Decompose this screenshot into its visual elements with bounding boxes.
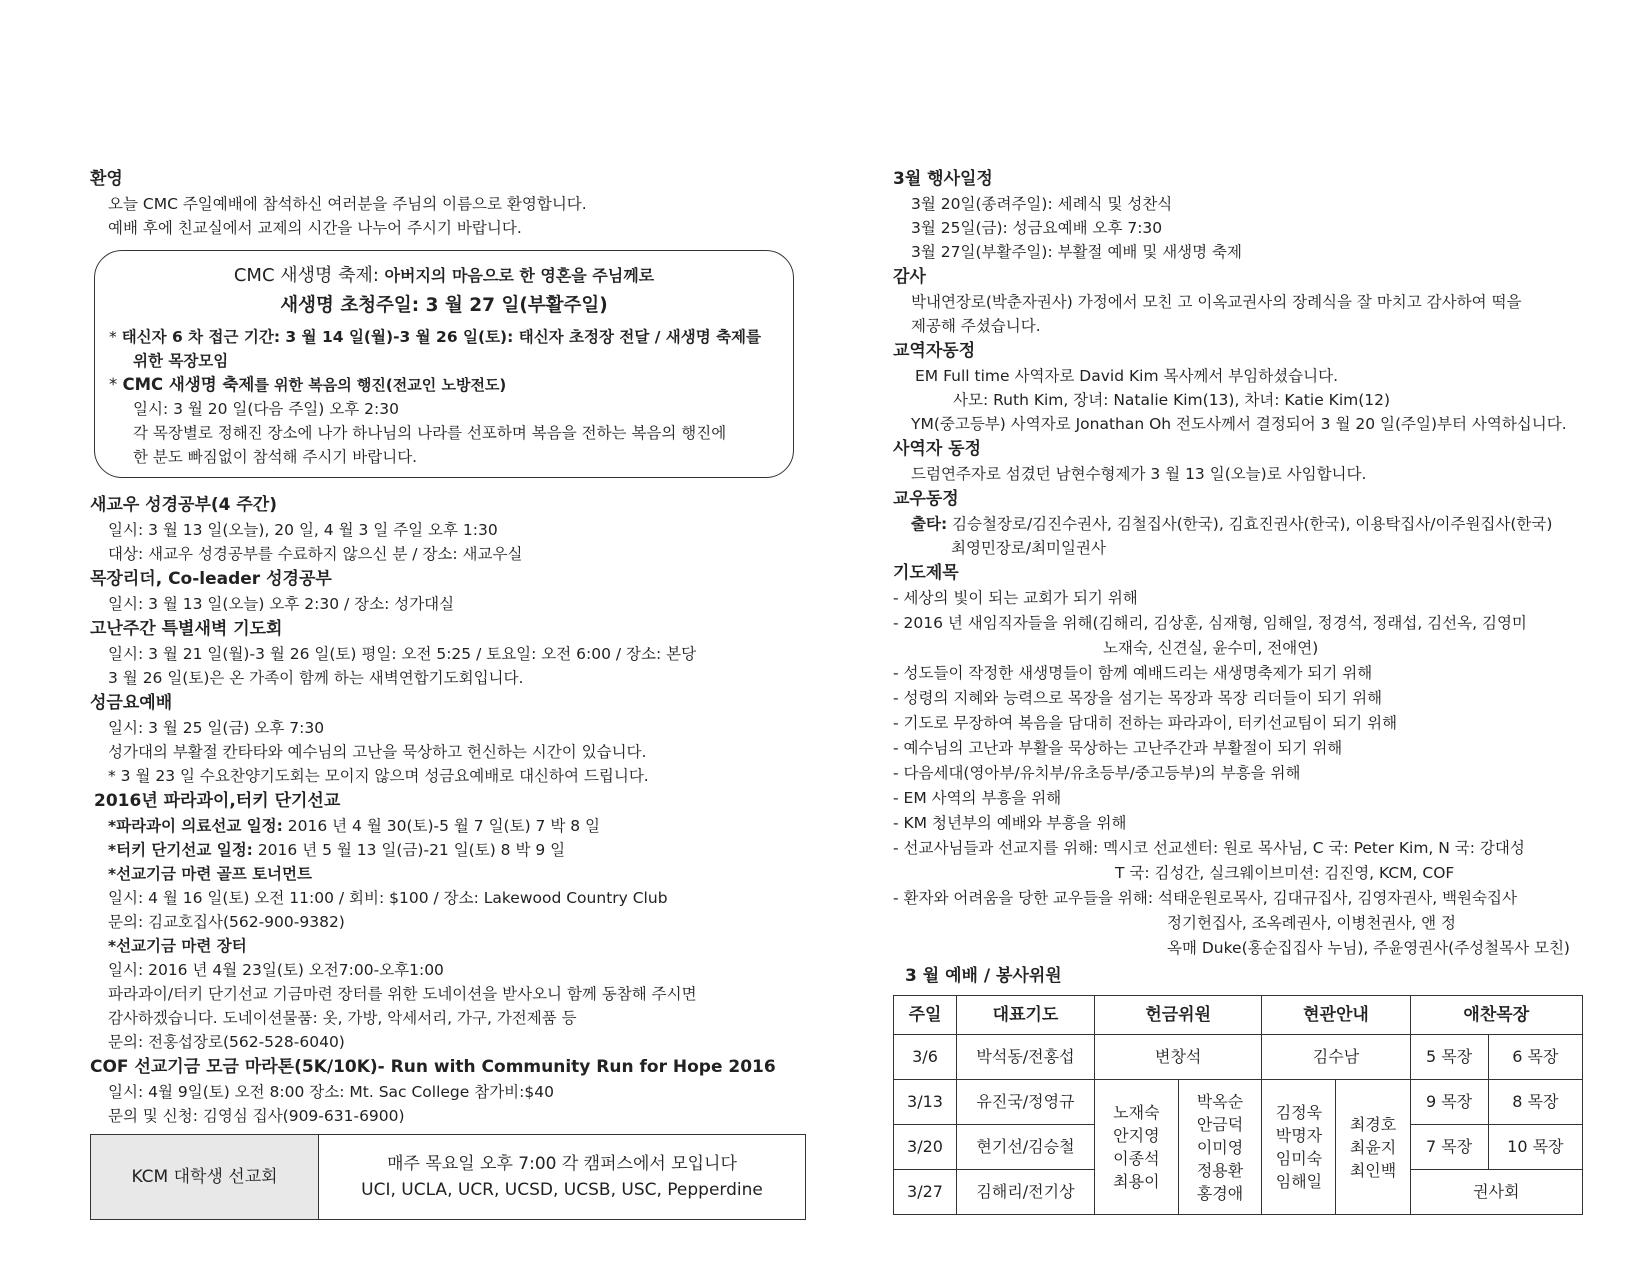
cell-date: 3/13: [894, 1080, 957, 1125]
name: 홍경애: [1196, 1183, 1244, 1203]
kcm-table: [90, 1134, 806, 1220]
section-title: 기도제목: [893, 563, 959, 583]
cell-meal: 6 목장: [1488, 1035, 1582, 1080]
text-line: 감사하겠습니다. 도네이션물품: 옷, 가방, 악세서리, 가구, 가전제품 등: [108, 1009, 577, 1027]
mission-section: [90, 788, 810, 1054]
value: 김승철장로/김진수권사, 김철집사(한국), 김효진권사(한국), 이용탁집사/이주원집사(한국): [947, 515, 1553, 533]
text-line: 문의: 김교호집사(562-900-9382): [108, 913, 345, 931]
text-line: 문의: 전홍섭장로(562-528-6040): [108, 1033, 345, 1051]
section-title: 2016년 파라과이,터키 단기선교: [94, 791, 341, 811]
name: 안금덕: [1196, 1114, 1244, 1134]
kcm-line: 매주 목요일 오후 7:00 각 캠퍼스에서 모입니다: [387, 1154, 737, 1174]
table-row: [894, 1080, 1583, 1125]
text-line: * 3 월 23 일 수요찬양기도회는 모이지 않으며 성금요예배로 대신하여 드립니다.: [108, 767, 649, 785]
section-title: COF 선교기금 모금 마라톤(5K/10K)- Run with Community Run for Hope 2016: [90, 1057, 776, 1077]
cell-prayer: 김해리/전기상: [957, 1170, 1095, 1215]
name: 최인백: [1349, 1160, 1397, 1180]
name: 최용이: [1113, 1172, 1160, 1191]
text-line: 3월 27일(부활주일): 부활절 예배 및 새생명 축제: [911, 243, 1243, 261]
mission-paraguay: [90, 814, 810, 838]
box-item-rest: 를 위한 복음의 행진(전교인 노방전도): [254, 376, 507, 394]
box-item-text: 위한 목장모임: [133, 352, 229, 370]
staff-news-section: [893, 338, 1613, 436]
box-item-cont: [109, 349, 779, 373]
text-line: 박내연장로(박춘자권사) 가정에서 모친 고 이옥교권사의 장례식을 잘 마치고 감사하여 떡을: [911, 293, 1522, 311]
prayer-item-cont: 노재숙, 신견실, 윤수미, 전애연): [1103, 639, 1319, 657]
prayer-item: - 선교사님들과 선교지를 위해: 멕시코 선교센터: 원로 목사님, C 국: Peter Kim, N 국: 강대성: [893, 839, 1525, 857]
left-column: [90, 166, 810, 1220]
text-line: [893, 512, 1613, 536]
col-header: 현관안내: [1262, 996, 1410, 1035]
cell-meal: 7 목장: [1410, 1125, 1488, 1170]
cell-prayer: 박석동/전홍섭: [957, 1035, 1095, 1080]
text-line: 3월 25일(금): 성금요예배 오후 7:30: [911, 219, 1163, 237]
section-title: 새교우 성경공부(4 주간): [90, 495, 278, 515]
text-line: 한 분도 빠짐없이 참석해 주시기 바랍니다.: [133, 448, 418, 466]
text-line: 각 목장별로 정해진 장소에 나가 하나님의 나라를 선포하며 복음을 전하는 복음의 행진에: [133, 424, 727, 442]
col-header: 대표기도: [957, 996, 1095, 1035]
name: 안지영: [1113, 1126, 1160, 1145]
text-line: 일시: 3 월 13 일(오늘) 오후 2:30 / 장소: 성가대실: [108, 595, 455, 613]
text-line: 대상: 새교우 성경공부를 수료하지 않으신 분 / 장소: 새교우실: [108, 545, 523, 563]
dawn-prayer-section: [90, 616, 810, 690]
section-title: 목장리더, Co-leader 성경공부: [90, 569, 332, 589]
text-line: YM(중고등부) 사역자로 Jonathan Oh 전도사께서 결정되어 3 월 20 일(주일)부터 사역하십니다.: [911, 415, 1567, 433]
schedule-table: [893, 995, 1583, 1215]
prayer-section: [893, 560, 1613, 961]
cell-meal: 9 목장: [1410, 1080, 1488, 1125]
section-title: 감사: [893, 267, 926, 287]
label: *터키 단기선교 일정:: [108, 841, 253, 859]
box-item-bold: CMC 새생명 축제: [122, 375, 255, 394]
prayer-item: - 세상의 빛이 되는 교회가 되기 위해: [893, 589, 1138, 607]
name: 이종석: [1113, 1149, 1160, 1168]
cell-meal: 8 목장: [1488, 1080, 1582, 1125]
section-title: 성금요예배: [90, 693, 173, 713]
label: 출타:: [911, 515, 948, 533]
section-title: 교역자동정: [893, 341, 976, 361]
box-title: [109, 261, 779, 291]
bullet: *: [109, 328, 117, 346]
leader-bible-study: [90, 566, 810, 616]
bullet: *: [109, 375, 118, 394]
prayer-list: [893, 586, 1613, 961]
text-line: 문의 및 신청: 김영심 집사(909-631-6900): [108, 1107, 405, 1125]
box-title-rest: 아버지의 마음으로 한 영혼을 주님께로: [378, 266, 655, 285]
schedule-section: [893, 963, 1613, 1215]
cell-offering: 변창석: [1095, 1035, 1262, 1080]
prayer-item: - 성령의 지혜와 능력으로 목장을 섬기는 목장과 목장 리더들이 되기 위해: [893, 689, 1383, 707]
name: 이미영: [1196, 1137, 1244, 1157]
section-title: 환영: [90, 169, 123, 189]
text-line: 오늘 CMC 주일예배에 참석하신 여러분을 주님의 이름으로 환영합니다.: [108, 195, 587, 213]
text-line: 파라과이/터키 단기선교 기금마련 장터를 위한 도네이션을 받사오니 함께 동참해 주시면: [108, 985, 697, 1003]
prayer-item: - KM 청년부의 예배와 부흥을 위해: [893, 814, 1127, 832]
cell-offering-group-b: [1178, 1080, 1262, 1215]
box-item: [109, 325, 779, 349]
text-line: 일시: 4월 9일(토) 오전 8:00 장소: Mt. Sac College 참가비:$40: [108, 1083, 554, 1101]
new-life-festival-box: [94, 250, 794, 478]
text-line: 일시: 3 월 25 일(금) 오후 7:30: [108, 719, 325, 737]
prayer-item: - 예수님의 고난과 부활을 묵상하는 고난주간과 부활절이 되기 위해: [893, 739, 1343, 757]
cell-date: 3/6: [894, 1035, 957, 1080]
cell-usher-group-b: [1336, 1080, 1410, 1215]
subsection-title: *선교기금 마련 골프 토너먼트: [108, 865, 312, 883]
text-line: 사모: Ruth Kim, 장녀: Natalie Kim(13), 차녀: Katie Kim(12): [953, 391, 1391, 409]
prayer-item: - 환자와 어려움을 당한 교우들을 위해: 석태운원로목사, 김대규집사, 김영자권사, 백원숙집사: [893, 889, 1517, 907]
subsection-title: *선교기금 마련 장터: [108, 937, 247, 955]
marathon-section: [90, 1054, 810, 1128]
cell-usher: 김수남: [1262, 1035, 1410, 1080]
text-line: 일시: 3 월 20 일(다음 주일) 오후 2:30: [133, 400, 399, 418]
cell-offering-group-a: [1095, 1080, 1179, 1215]
mission-turkey: [90, 838, 810, 862]
cell-date: 3/20: [894, 1125, 957, 1170]
cell-meal: 권사회: [1410, 1170, 1582, 1215]
prayer-item: - 다음세대(영아부/유치부/유초등부/중고등부)의 부흥을 위해: [893, 764, 1301, 782]
text-line: 3월 20일(종려주일): 세례식 및 성찬식: [911, 195, 1173, 213]
prayer-item: - EM 사역의 부흥을 위해: [893, 789, 1062, 807]
cell-prayer: 현기선/김승철: [957, 1125, 1095, 1170]
col-header: 주일: [894, 996, 957, 1035]
section-title: 3 월 예배 / 봉사위원: [905, 966, 1062, 986]
prayer-item-cont: T 국: 김성간, 실크웨이브미션: 김진영, KCM, COF: [1115, 864, 1455, 882]
box-item: [109, 373, 779, 397]
table-header-row: [894, 996, 1583, 1035]
text-line: 제공해 주셨습니다.: [911, 317, 1041, 335]
section-title: 고난주간 특별새벽 기도회: [90, 619, 283, 639]
kcm-info: [319, 1135, 806, 1220]
cell-meal: 10 목장: [1488, 1125, 1582, 1170]
value: 2016 년 5 월 13 일(금)-21 일(토) 8 박 9 일: [252, 841, 566, 859]
prayer-item-cont: 옥매 Duke(홍순집집사 누님), 주윤영권사(주성철목사 모친): [1167, 939, 1570, 957]
minister-news-section: [893, 436, 1613, 486]
cell-prayer: 유진국/정영규: [957, 1080, 1095, 1125]
text-line: 최영민장로/최미일권사: [951, 539, 1106, 557]
prayer-item-cont: 정기헌집사, 조옥례권사, 이병천권사, 앤 정: [1167, 914, 1457, 932]
text-line: 일시: 4 월 16 일(토) 오전 11:00 / 회비: $100 / 장소: Lakewood Country Club: [108, 889, 668, 907]
thanks-section: [893, 264, 1613, 338]
table-row: [894, 1035, 1583, 1080]
col-header: 애찬목장: [1410, 996, 1582, 1035]
cell-usher-group-a: [1262, 1080, 1336, 1215]
text-line: 3 월 26 일(토)은 온 가족이 함께 하는 새벽연합기도회입니다.: [108, 669, 524, 687]
name: 정용환: [1196, 1160, 1244, 1180]
name: 최경호: [1349, 1114, 1397, 1134]
name: 김정욱: [1275, 1103, 1323, 1122]
text-line: 일시: 3 월 21 일(월)-3 월 26 일(토) 평일: 오전 5:25 / 토요일: 오전 6:00 / 장소: 본당: [108, 645, 697, 663]
text-line: 성가대의 부활절 칸타타와 예수님의 고난을 묵상하고 헌신하는 시간이 있습니다.: [108, 743, 647, 761]
text-line: 예배 후에 친교실에서 교제의 시간을 나누어 주시기 바랍니다.: [108, 219, 522, 237]
name: 임미숙: [1275, 1149, 1323, 1168]
kcm-line: UCI, UCLA, UCR, UCSD, UCSB, USC, Pepperdine: [361, 1180, 763, 1200]
name: 최윤지: [1349, 1137, 1397, 1157]
text-line: 일시: 3 월 13 일(오늘), 20 일, 4 월 3 일 주일 오후 1:30: [108, 521, 498, 539]
member-news-section: [893, 486, 1613, 560]
box-title-bold: CMC 새생명 축제:: [233, 265, 379, 286]
good-friday-section: [90, 690, 810, 788]
value: 2016 년 4 월 30(토)-5 월 7 일(토) 7 박 8 일: [282, 817, 600, 835]
box-subtitle: 새생명 초청주일: 3 월 27 일(부활주일): [280, 295, 608, 316]
kcm-label: KCM 대학생 선교회: [91, 1135, 319, 1220]
name: 박명자: [1275, 1126, 1323, 1145]
new-member-bible-study: [90, 492, 810, 566]
cell-meal: 5 목장: [1410, 1035, 1488, 1080]
section-title: 3월 행사일정: [893, 169, 993, 189]
cell-date: 3/27: [894, 1170, 957, 1215]
text-line: EM Full time 사역자로 David Kim 목사께서 부임하셨습니다.: [915, 367, 1339, 385]
prayer-item: - 성도들이 작정한 새생명들이 함께 예배드리는 새생명축제가 되기 위해: [893, 664, 1373, 682]
prayer-item: - 기도로 무장하여 복음을 담대히 전하는 파라과이, 터키선교팀이 되기 위해: [893, 714, 1398, 732]
box-item-text: 태신자 6 차 접근 기간: 3 월 14 일(월)-3 월 26 일(토): 태신자 초정장 전달 / 새생명 축제를: [121, 328, 761, 346]
name: 노재숙: [1113, 1103, 1160, 1122]
prayer-item: - 2016 년 새임직자들을 위해(김해리, 김상훈, 심재형, 임해일, 정경석, 정래섭, 김선옥, 김영미: [893, 614, 1527, 632]
welcome-section: [90, 166, 810, 240]
text-line: 드럼연주자로 섬겼던 남현수형제가 3 월 13 일(오늘)로 사임합니다.: [911, 465, 1367, 483]
col-header: 헌금위원: [1095, 996, 1262, 1035]
name: 박옥순: [1196, 1091, 1244, 1111]
section-title: 교우동정: [893, 489, 959, 509]
text-line: 일시: 2016 년 4월 23일(토) 오전7:00-오후1:00: [108, 961, 444, 979]
name: 임해일: [1275, 1172, 1323, 1191]
right-column: [893, 166, 1613, 1215]
section-title: 사역자 동정: [893, 439, 982, 459]
label: *파라과이 의료선교 일정:: [108, 817, 283, 835]
events-section: [893, 166, 1613, 264]
